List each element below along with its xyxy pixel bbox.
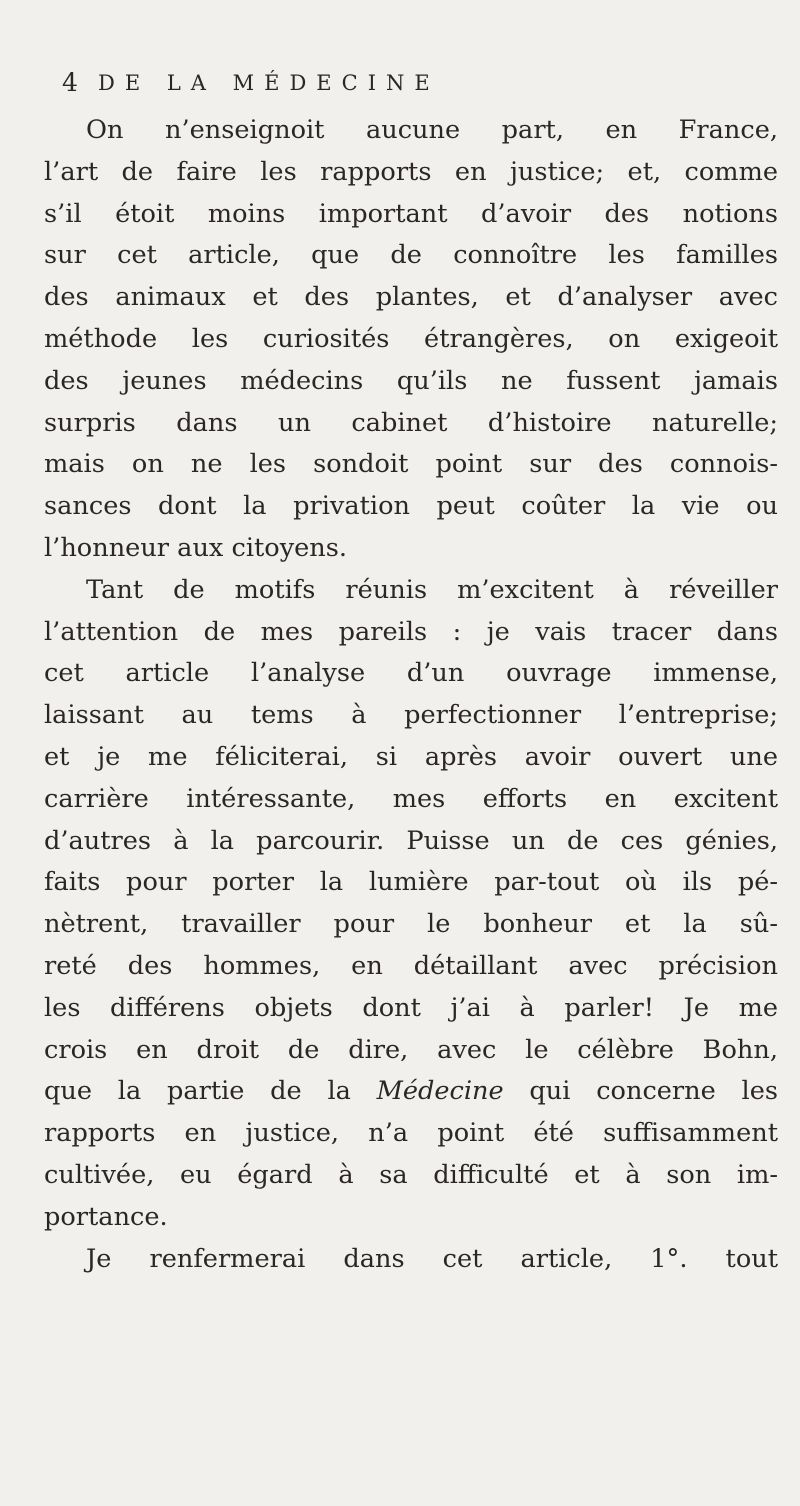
text-segment: que la partie de la — [44, 1076, 377, 1107]
text-line: reté des hommes, en détaillant avec précision — [44, 950, 778, 981]
page-header — [62, 66, 762, 100]
text-line: et je me féliciterai, si après avoir ouvert une — [44, 741, 778, 772]
text-line: carrière intéressante, mes efforts en excitent — [44, 783, 778, 814]
text-line: surpris dans un cabinet d’histoire naturelle; — [44, 407, 778, 438]
text-line: Je renfermerai dans cet article, 1°. tout — [86, 1243, 778, 1274]
text-line: sur cet article, que de connoître les familles — [44, 240, 778, 271]
text-line: On n’enseignoit aucune part, en France, — [86, 115, 778, 145]
text-line: crois en droit de dire, avec le célèbre Bohn, — [44, 1034, 778, 1065]
page-number: 4 — [62, 68, 78, 97]
text-line: nètrent, travailler pour le bonheur et la sû- — [44, 909, 778, 940]
text-line: l’attention de mes pareils : je vais tracer dans — [44, 616, 778, 647]
text-line: sances dont la privation peut coûter la vie ou — [44, 491, 778, 522]
text-line: les différens objets dont j’ai à parler! Je me — [44, 992, 778, 1023]
running-head: DE LA MÉDECINE — [98, 71, 440, 95]
text-line: l’honneur aux citoyens. — [44, 532, 348, 563]
body-text — [44, 110, 778, 1280]
italic-title: Médecine — [376, 1076, 504, 1107]
text-line — [44, 1071, 778, 1113]
text-line: l’art de faire les rapports en justice; et, comme — [44, 156, 778, 187]
text-line: laissant au tems à perfectionner l’entreprise; — [44, 700, 778, 731]
text-line: mais on ne les sondoit point sur des connois- — [44, 449, 778, 480]
text-line: cultivée, eu égard à sa difficulté et à son im- — [44, 1159, 778, 1190]
text-line: rapports en justice, n’a point été suffisamment — [44, 1118, 778, 1149]
text-line: portance. — [44, 1201, 168, 1232]
text-line: des jeunes médecins qu’ils ne fussent jamais — [44, 365, 778, 396]
text-line: cet article l’analyse d’un ouvrage immense, — [44, 658, 778, 689]
text-line: d’autres à la parcourir. Puisse un de ces génies, — [44, 825, 778, 856]
text-line: s’il étoit moins important d’avoir des notions — [44, 198, 778, 229]
text-segment: qui concerne les — [503, 1076, 778, 1107]
text-line: des animaux et des plantes, et d’analyser avec — [44, 282, 778, 313]
text-line: faits pour porter la lumière par-tout où ils pé- — [44, 867, 778, 898]
text-line: méthode les curiosités étrangères, on exigeoit — [44, 323, 778, 354]
text-line: Tant de motifs réunis m’excitent à réveiller — [86, 574, 778, 605]
